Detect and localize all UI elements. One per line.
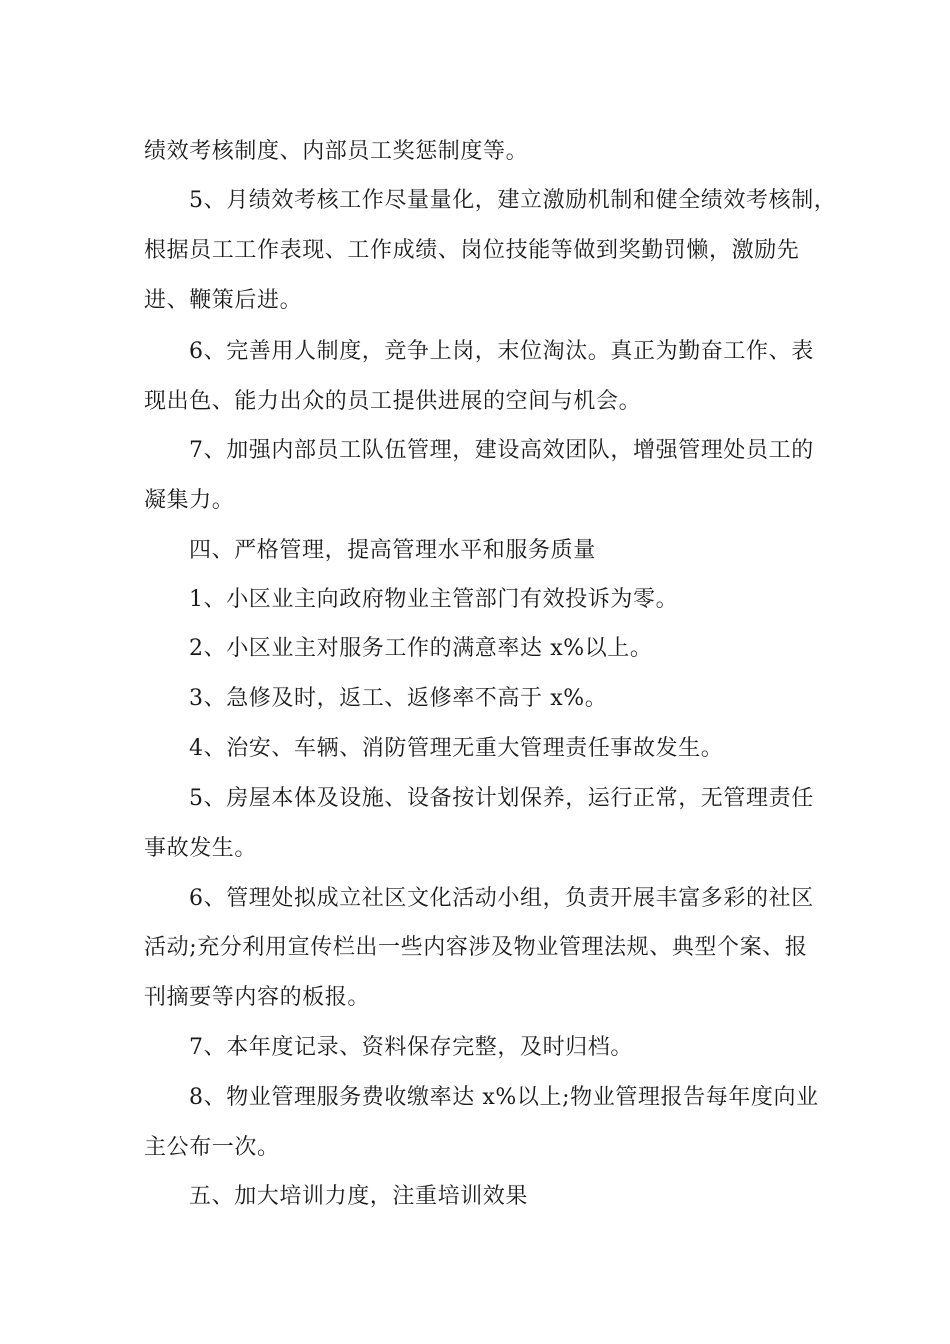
- text-line: 进、鞭策后进。: [144, 288, 303, 313]
- text-line: 事故发生。: [144, 836, 258, 861]
- text-line: 8、物业管理服务费收缴率达 x%以上;物业管理报告每年度向业: [189, 1085, 819, 1110]
- text-line: 现出色、能力出众的员工提供进展的空间与机会。: [144, 389, 642, 414]
- text-line: 7、加强内部员工队伍管理，建设高效团队，增强管理处员工的: [189, 438, 814, 463]
- section-heading: 四、严格管理，提高管理水平和服务质量: [189, 538, 596, 563]
- section-heading: 五、加大培训力度，注重培训效果: [189, 1184, 529, 1209]
- text-line: 6、管理处拟成立社区文化活动小组，负责开展丰富多彩的社区: [189, 886, 814, 911]
- text-line: 绩效考核制度、内部员工奖惩制度等。: [144, 139, 529, 164]
- text-line: 7、本年度记录、资料保存完整，及时归档。: [189, 1035, 633, 1060]
- text-line: 3、急修及时，返工、返修率不高于 x%。: [189, 686, 608, 711]
- text-line: 2、小区业主对服务工作的满意率达 x%以上。: [189, 636, 653, 661]
- text-line: 根据员工工作表现、工作成绩、岗位技能等做到奖勤罚懒，激励先: [144, 238, 800, 263]
- text-line: 1、小区业主向政府物业主管部门有效投诉为零。: [189, 587, 679, 612]
- text-line: 活动;充分利用宣传栏出一些内容涉及物业管理法规、典型个案、报: [144, 935, 808, 960]
- text-line: 4、治安、车辆、消防管理无重大管理责任事故发生。: [189, 736, 724, 761]
- text-line: 主公布一次。: [144, 1135, 280, 1160]
- text-line: 6、完善用人制度，竞争上岗，末位淘汰。真正为勤奋工作、表: [189, 339, 814, 364]
- text-line: 5、房屋本体及设施、设备按计划保养，运行正常，无管理责任: [189, 786, 814, 811]
- text-line: 凝集力。: [144, 488, 235, 513]
- text-line: 5、月绩效考核工作尽量量化，建立激励机制和健全绩效考核制，: [189, 188, 837, 213]
- text-line: 刊摘要等内容的板报。: [144, 985, 371, 1010]
